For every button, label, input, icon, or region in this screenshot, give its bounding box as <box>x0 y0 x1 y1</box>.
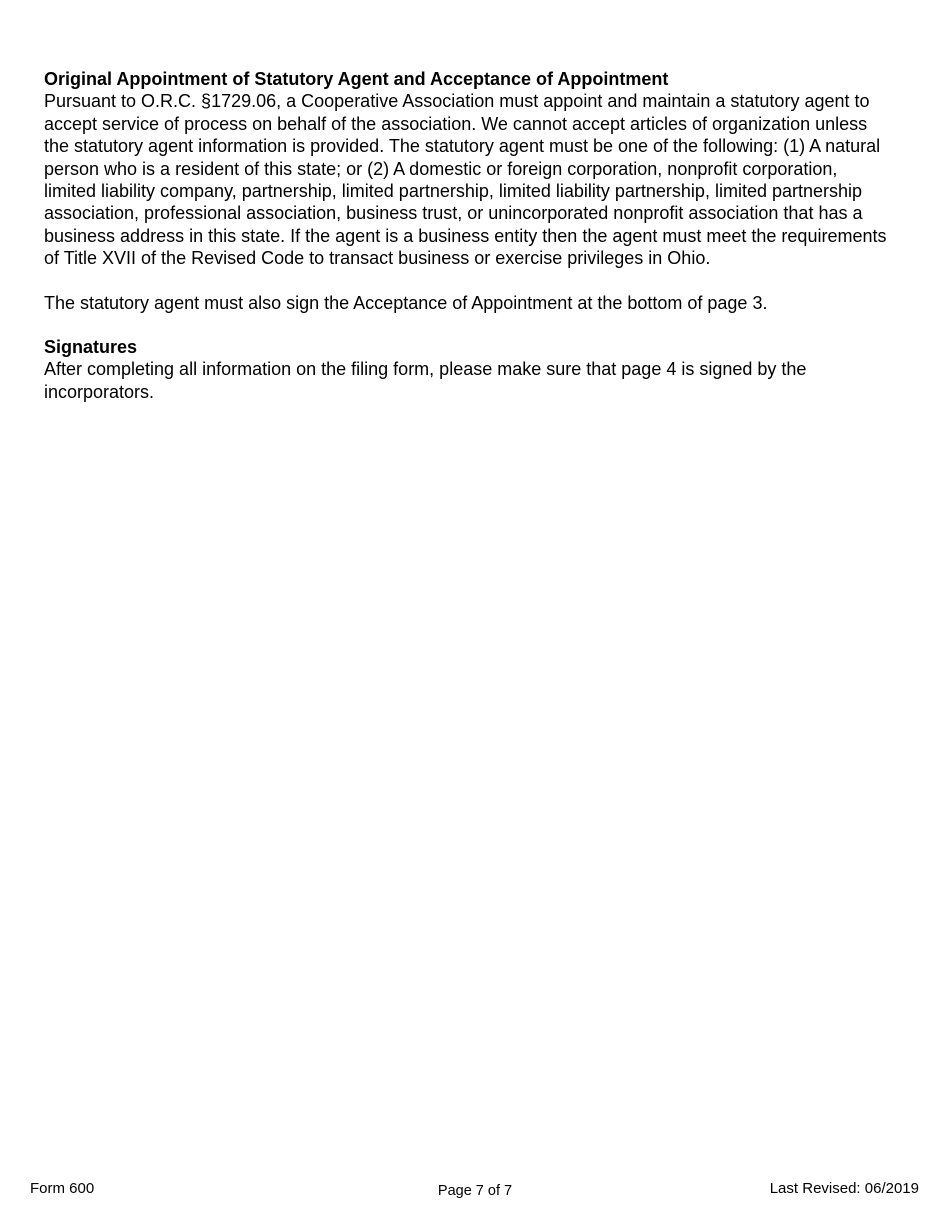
signatures-heading: Signatures <box>44 337 138 358</box>
form-number: Form 600 <box>30 1180 95 1197</box>
document-body <box>44 68 894 403</box>
signatures-body: After completing all information on the filing form, please make sure that page 4 is signed by the incorporators. <box>44 359 807 402</box>
statutory-agent-body: Pursuant to O.R.C. §1729.06, a Cooperative Association must appoint and maintain a statutory agent to accept service of process on behalf of the association. We cannot accept articles of organization unless the statutory agent information is provided. The statutory agent must be one of the following: (1) A natural person who is a resident of this state; or (2) A domestic or foreign corporation, nonprofit corporation, limited liability company, partnership, limited partnership, limited liability partnership, limited partnership association, professional association, business trust, or unincorporated nonprofit association that has a business address in this state. If the agent is a business entity then the agent must meet the requirements of Title XVII of the Revised Code to transact business or exercise privileges in Ohio. <box>44 91 887 269</box>
page-number: Page 7 of 7 <box>437 1183 513 1199</box>
acceptance-note: The statutory agent must also sign the Acceptance of Appointment at the bottom of page 3. <box>44 292 768 313</box>
last-revised: Last Revised: 06/2019 <box>769 1180 919 1197</box>
statutory-agent-heading: Original Appointment of Statutory Agent and Acceptance of Appointment <box>44 69 669 89</box>
